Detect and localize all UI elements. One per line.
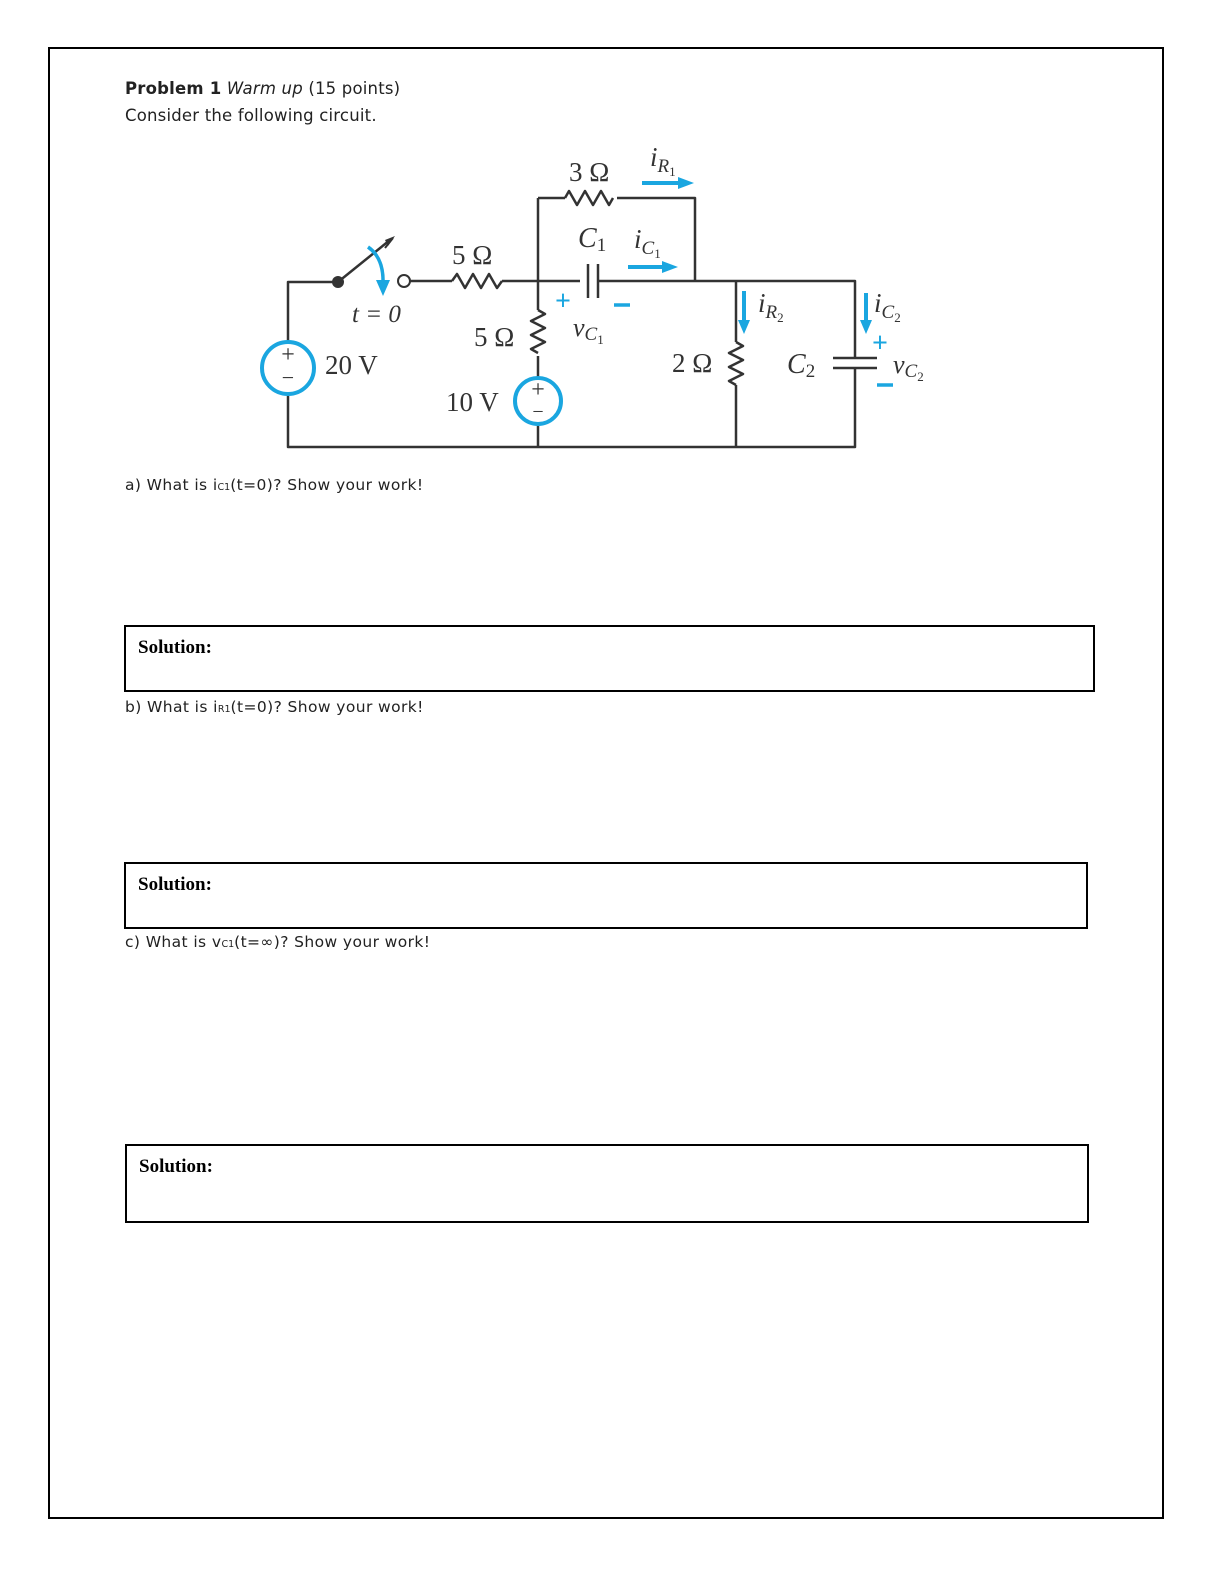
resistor-5-mid [531,310,545,353]
resistor-5-top [452,274,502,288]
solution-box-c[interactable] [125,1144,1089,1223]
r-mid-label: 5 Ω [474,322,515,352]
problem-topic: Warm up [226,79,303,98]
resistor-3 [565,191,613,205]
solution-label-c: Solution: [139,1156,213,1177]
question-b: b) What is iR1(t=0)? Show your work! [125,698,424,716]
i-c1-label: $i_C1$ [634,224,661,261]
i-c2-label: $i_C2$ [874,288,901,325]
switch-motion-arrow [368,247,383,284]
switch-contact [398,275,410,287]
wire-top-right [617,198,695,282]
solution-label-b: Solution: [138,874,212,895]
question-a: a) What is iC1(t=0)? Show your work! [125,476,424,494]
solution-box-a[interactable] [124,625,1095,692]
source-10v-plus: + [531,377,545,403]
wire-left [288,282,338,341]
source-20v-label: 20 V [325,350,378,380]
wire-left-bottom [288,395,855,447]
problem-points: (15 points) [308,79,401,98]
source-20v-plus: + [281,342,295,368]
question-c: c) What is vC1(t=∞)? Show your work! [125,933,431,951]
v-c1-label: vC1 [573,313,604,347]
r1-label: 3 Ω [569,157,610,187]
source-10v-label: 10 V [446,387,499,417]
problem-number: Problem 1 [125,79,222,98]
solution-label-a: Solution: [138,637,212,658]
resistor-2 [729,342,743,385]
problem-intro: Consider the following circuit. [125,106,377,125]
r-top-label: 5 Ω [452,240,493,270]
source-20v-minus: − [281,365,295,390]
i-r1-label: $i_R1$ [650,142,676,179]
v-c2-plus: + [872,328,888,359]
c2-label: C2 [787,349,816,382]
switch-time-label: t = 0 [352,301,401,328]
v-c1-plus: + [555,286,571,317]
v-c2-label: vC2 [893,350,924,384]
r2-label: 2 Ω [672,348,713,378]
solution-box-b[interactable] [124,862,1088,929]
c1-label: C1 [578,223,607,256]
i-r2-label: $i_R2$ [758,288,784,325]
switch-pivot [332,276,344,288]
circuit-diagram [0,0,1224,470]
source-10v-minus: − [532,401,544,423]
wire-c1-right [598,281,855,358]
